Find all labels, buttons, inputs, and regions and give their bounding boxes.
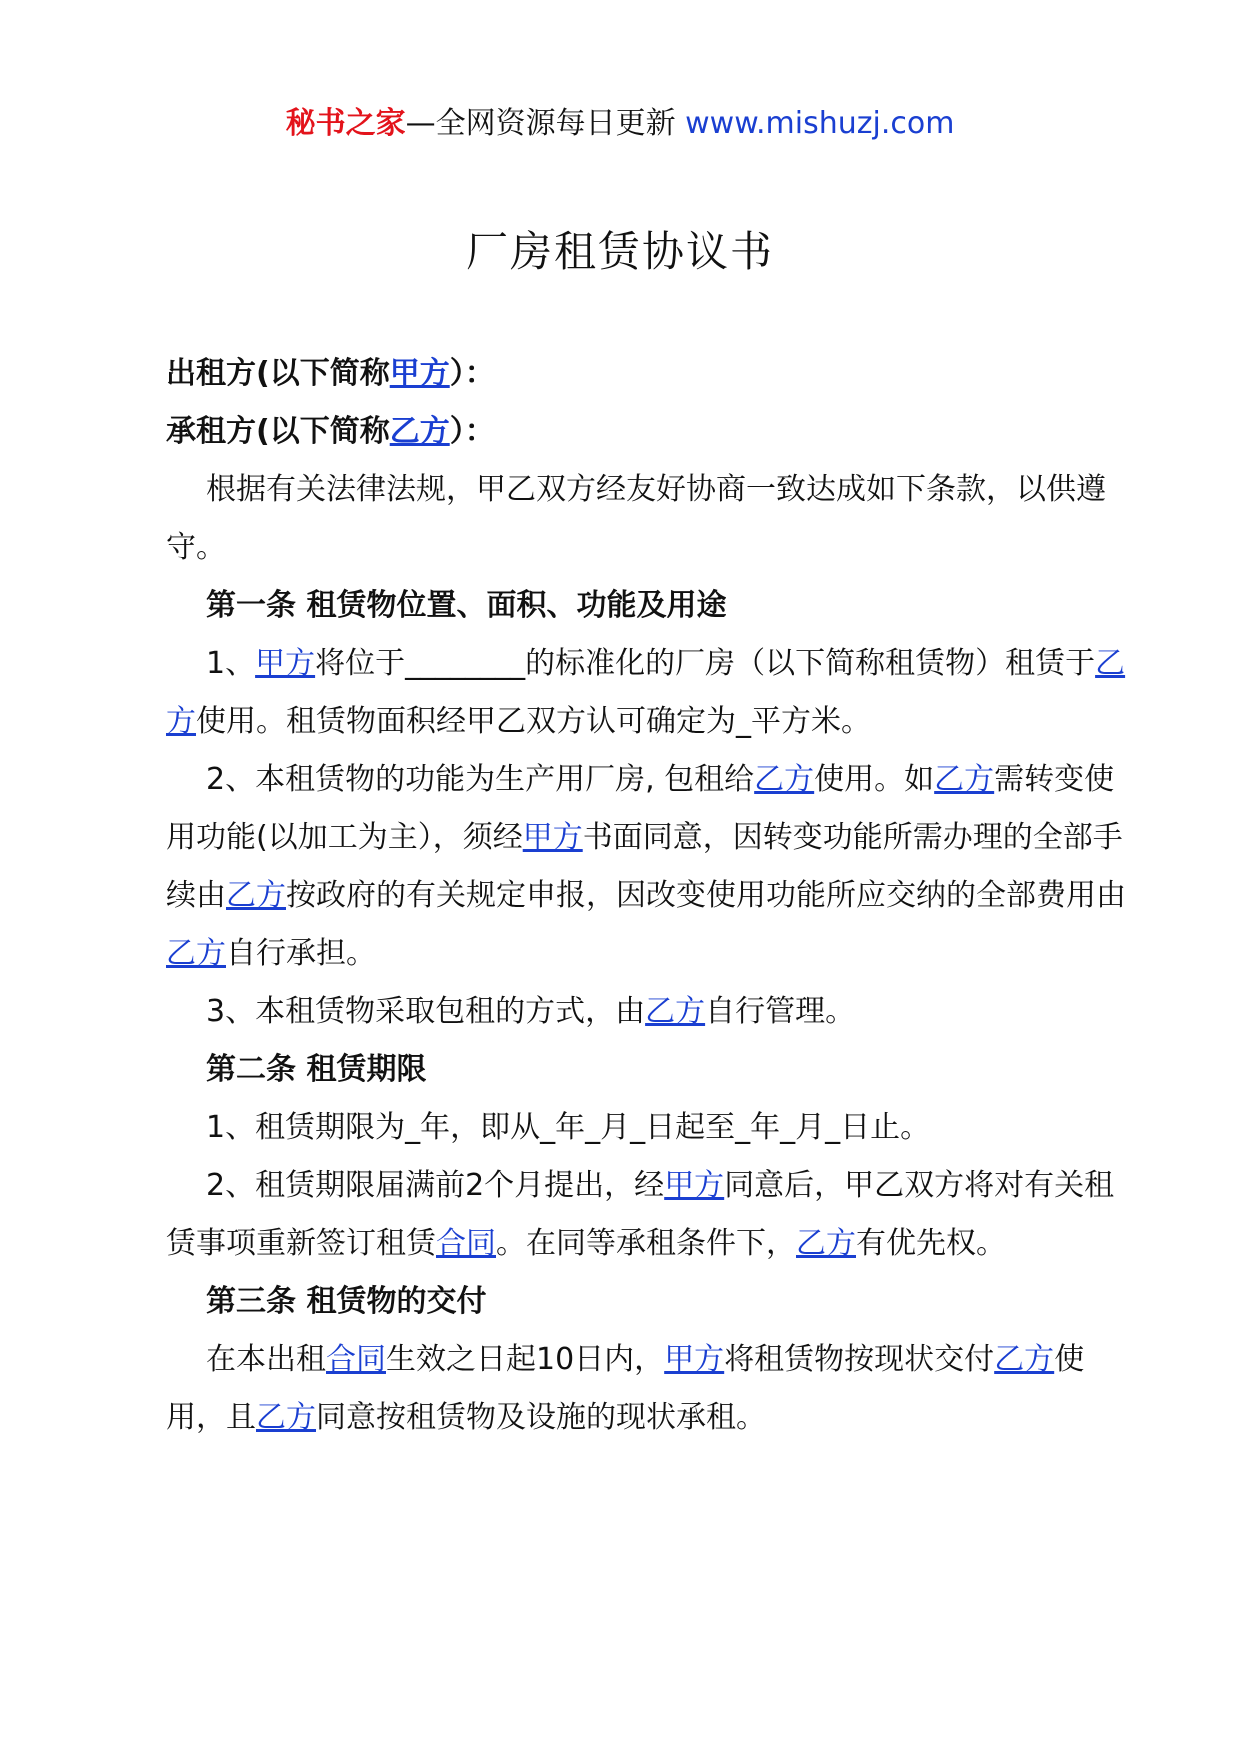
party-b-link[interactable]: 乙方: [934, 762, 995, 797]
party-a-link[interactable]: 甲方: [389, 356, 450, 391]
clause-text: 同意按租赁物及设施的现状承租。: [316, 1400, 766, 1435]
party-a-link[interactable]: 甲方: [522, 820, 583, 855]
contract-link[interactable]: 合同: [326, 1342, 386, 1377]
site-name: 秘书之家: [285, 106, 406, 141]
contract-link[interactable]: 合同: [436, 1226, 496, 1261]
site-url-link[interactable]: www.mishuzj.com: [685, 106, 955, 141]
clause-text: 将租赁物按现状交付: [724, 1342, 995, 1377]
article-1-clause-3: [166, 983, 1126, 1041]
clause-text: 自行管理。: [705, 994, 856, 1029]
party-a-link[interactable]: 甲方: [664, 1168, 725, 1203]
lessee-suffix: ）：: [449, 414, 495, 449]
party-b-link[interactable]: 乙方: [796, 1226, 856, 1261]
document-body: [166, 345, 1126, 1447]
party-b-link[interactable]: 乙方: [226, 878, 286, 913]
article-3-clause-1: [166, 1331, 1126, 1447]
lessor-prefix: 出租方(以下简称: [166, 356, 390, 391]
clause-text: 1、: [206, 646, 256, 681]
article-3-heading: 第三条 租赁物的交付: [206, 1284, 487, 1319]
clause-text: 使用。如: [814, 762, 935, 797]
party-a-link[interactable]: 甲方: [255, 646, 316, 681]
clause-text: 生效之日起10日内，: [386, 1342, 665, 1377]
article-1-heading: 第一条 租赁物位置、面积、功能及用途: [206, 588, 727, 623]
clause-text: 将位于________的标准化的厂房（以下简称租赁物）租赁于: [315, 646, 1096, 681]
party-b-link[interactable]: 乙方: [256, 1400, 316, 1435]
party-a-link[interactable]: 甲方: [664, 1342, 725, 1377]
document-title: 厂房租赁协议书: [465, 227, 774, 276]
article-2-clause-2: [166, 1157, 1126, 1273]
lessor-line: [166, 345, 1126, 403]
clause-text: 同意后，甲乙双方将对有关租赁事项重新签订租赁: [166, 1168, 1115, 1261]
site-header: [0, 102, 1240, 146]
party-b-link[interactable]: 乙方: [389, 414, 450, 449]
clause-text: 需转变使用功能(以加工为主），须经: [166, 762, 1115, 855]
clause-text: 。在同等承租条件下，: [496, 1226, 796, 1261]
party-b-link[interactable]: 乙方: [166, 646, 1126, 739]
clause-text: 使用，且: [166, 1342, 1085, 1435]
site-tagline: —全网资源每日更新: [405, 106, 676, 141]
intro-paragraph: 根据有关法律法规，甲乙双方经友好协商一致达成如下条款，以供遵守。: [166, 472, 1106, 565]
party-b-link[interactable]: 乙方: [645, 994, 706, 1029]
article-1-clause-2: [166, 751, 1126, 983]
clause-text: 2、租赁期限届满前2个月提出，经: [206, 1168, 665, 1203]
lessor-suffix: ）：: [449, 356, 495, 391]
clause-text: 2、本租赁物的功能为生产用厂房, 包租给: [206, 762, 755, 797]
clause-text: 书面同意，因转变功能所需办理的全部手续由: [166, 820, 1123, 913]
clause-text: 使用。租赁物面积经甲乙双方认可确定为_平方米。: [196, 704, 871, 739]
party-b-link[interactable]: 乙方: [166, 936, 226, 971]
party-b-link[interactable]: 乙方: [994, 1342, 1055, 1377]
lessee-prefix: 承租方(以下简称: [166, 414, 390, 449]
clause-text: 自行承担。: [226, 936, 376, 971]
clause-text: 按政府的有关规定申报，因改变使用功能所应交纳的全部费用由: [286, 878, 1126, 913]
lessee-line: [166, 403, 1126, 461]
article-2-clause-1: 1、租赁期限为_年，即从_年_月_日起至_年_月_日止。: [206, 1110, 931, 1145]
clause-text: 有优先权。: [856, 1226, 1006, 1261]
clause-text: 在本出租: [206, 1342, 326, 1377]
party-b-link[interactable]: 乙方: [754, 762, 815, 797]
article-2-heading: 第二条 租赁期限: [206, 1052, 427, 1087]
clause-text: 3、本租赁物采取包租的方式，由: [206, 994, 646, 1029]
article-1-clause-1: [166, 635, 1126, 751]
